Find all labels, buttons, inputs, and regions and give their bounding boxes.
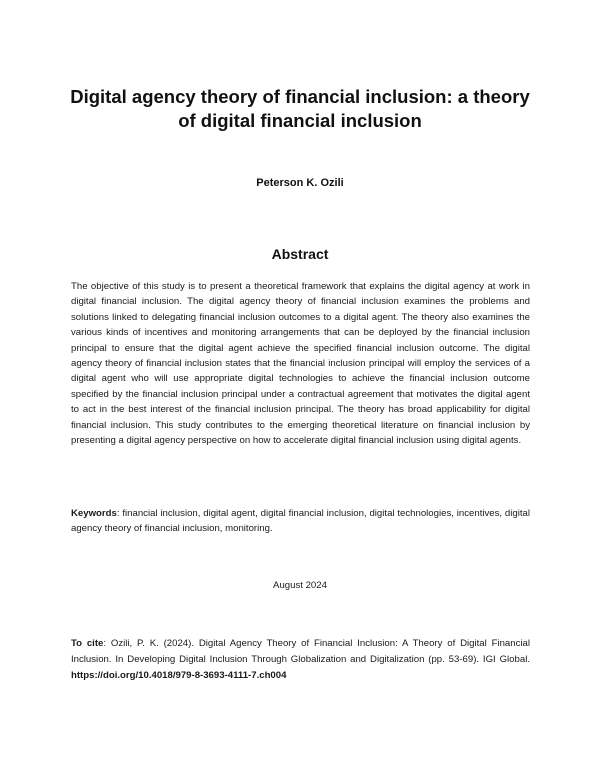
abstract-text: The objective of this study is to present a theoretical framework that explains the digital agency at work in digital financial inclusion. The digital agency theory of financial inclusion examines the problems and solutions linked to delegating financial inclusion outcomes to a digital agent. The theory also examines the various kinds of incentives and monitoring arrangements that can be deployed by the financial inclusion principal to ensure that the digital agent achieve the specified financial inclusion outcome. The digital agency theory of financial inclusion states that the financial inclusion principal will employ the services of a digital agent who will use appropriate digital technologies to achieve the financial inclusion outcome specified by the financial inclusion principal under a contractual agreement that motivates the digital agent to act in the best interest of the financial inclusion principal. The theory has broad applicability for digital financial inclusion. This study contributes to the emerging theoretical literature on financial inclusion by presenting a digital agency perspective on how to accelerate digital financial inclusion using digital agents.: [71, 281, 530, 447]
paper-title: Digital agency theory of financial inclusion: a theory of digital financial inclusion: [70, 86, 530, 131]
publication-date: August 2024: [273, 580, 327, 591]
author-name: Peterson K. Ozili: [256, 177, 344, 189]
citation-doi-link[interactable]: https://doi.org/10.4018/979-8-3693-4111-7.ch004: [71, 670, 287, 681]
keywords-label: Keywords: [71, 508, 117, 519]
citation-text: : Ozili, P. K. (2024). Digital Agency Theory of Financial Inclusion: A Theory of Digital Financial Inclusion. In Developing Digital Inclusion Through Globalization and Digitalization (pp. 53-69). IGI Global.: [71, 638, 530, 665]
citation-paragraph: [71, 636, 530, 684]
abstract-heading: Abstract: [271, 246, 329, 262]
keywords-text: : financial inclusion, digital agent, digital financial inclusion, digital technologies, incentives, digital agency theory of financial inclusion, monitoring.: [71, 508, 530, 535]
citation-label: To cite: [71, 638, 104, 649]
keywords-paragraph: [71, 506, 530, 537]
